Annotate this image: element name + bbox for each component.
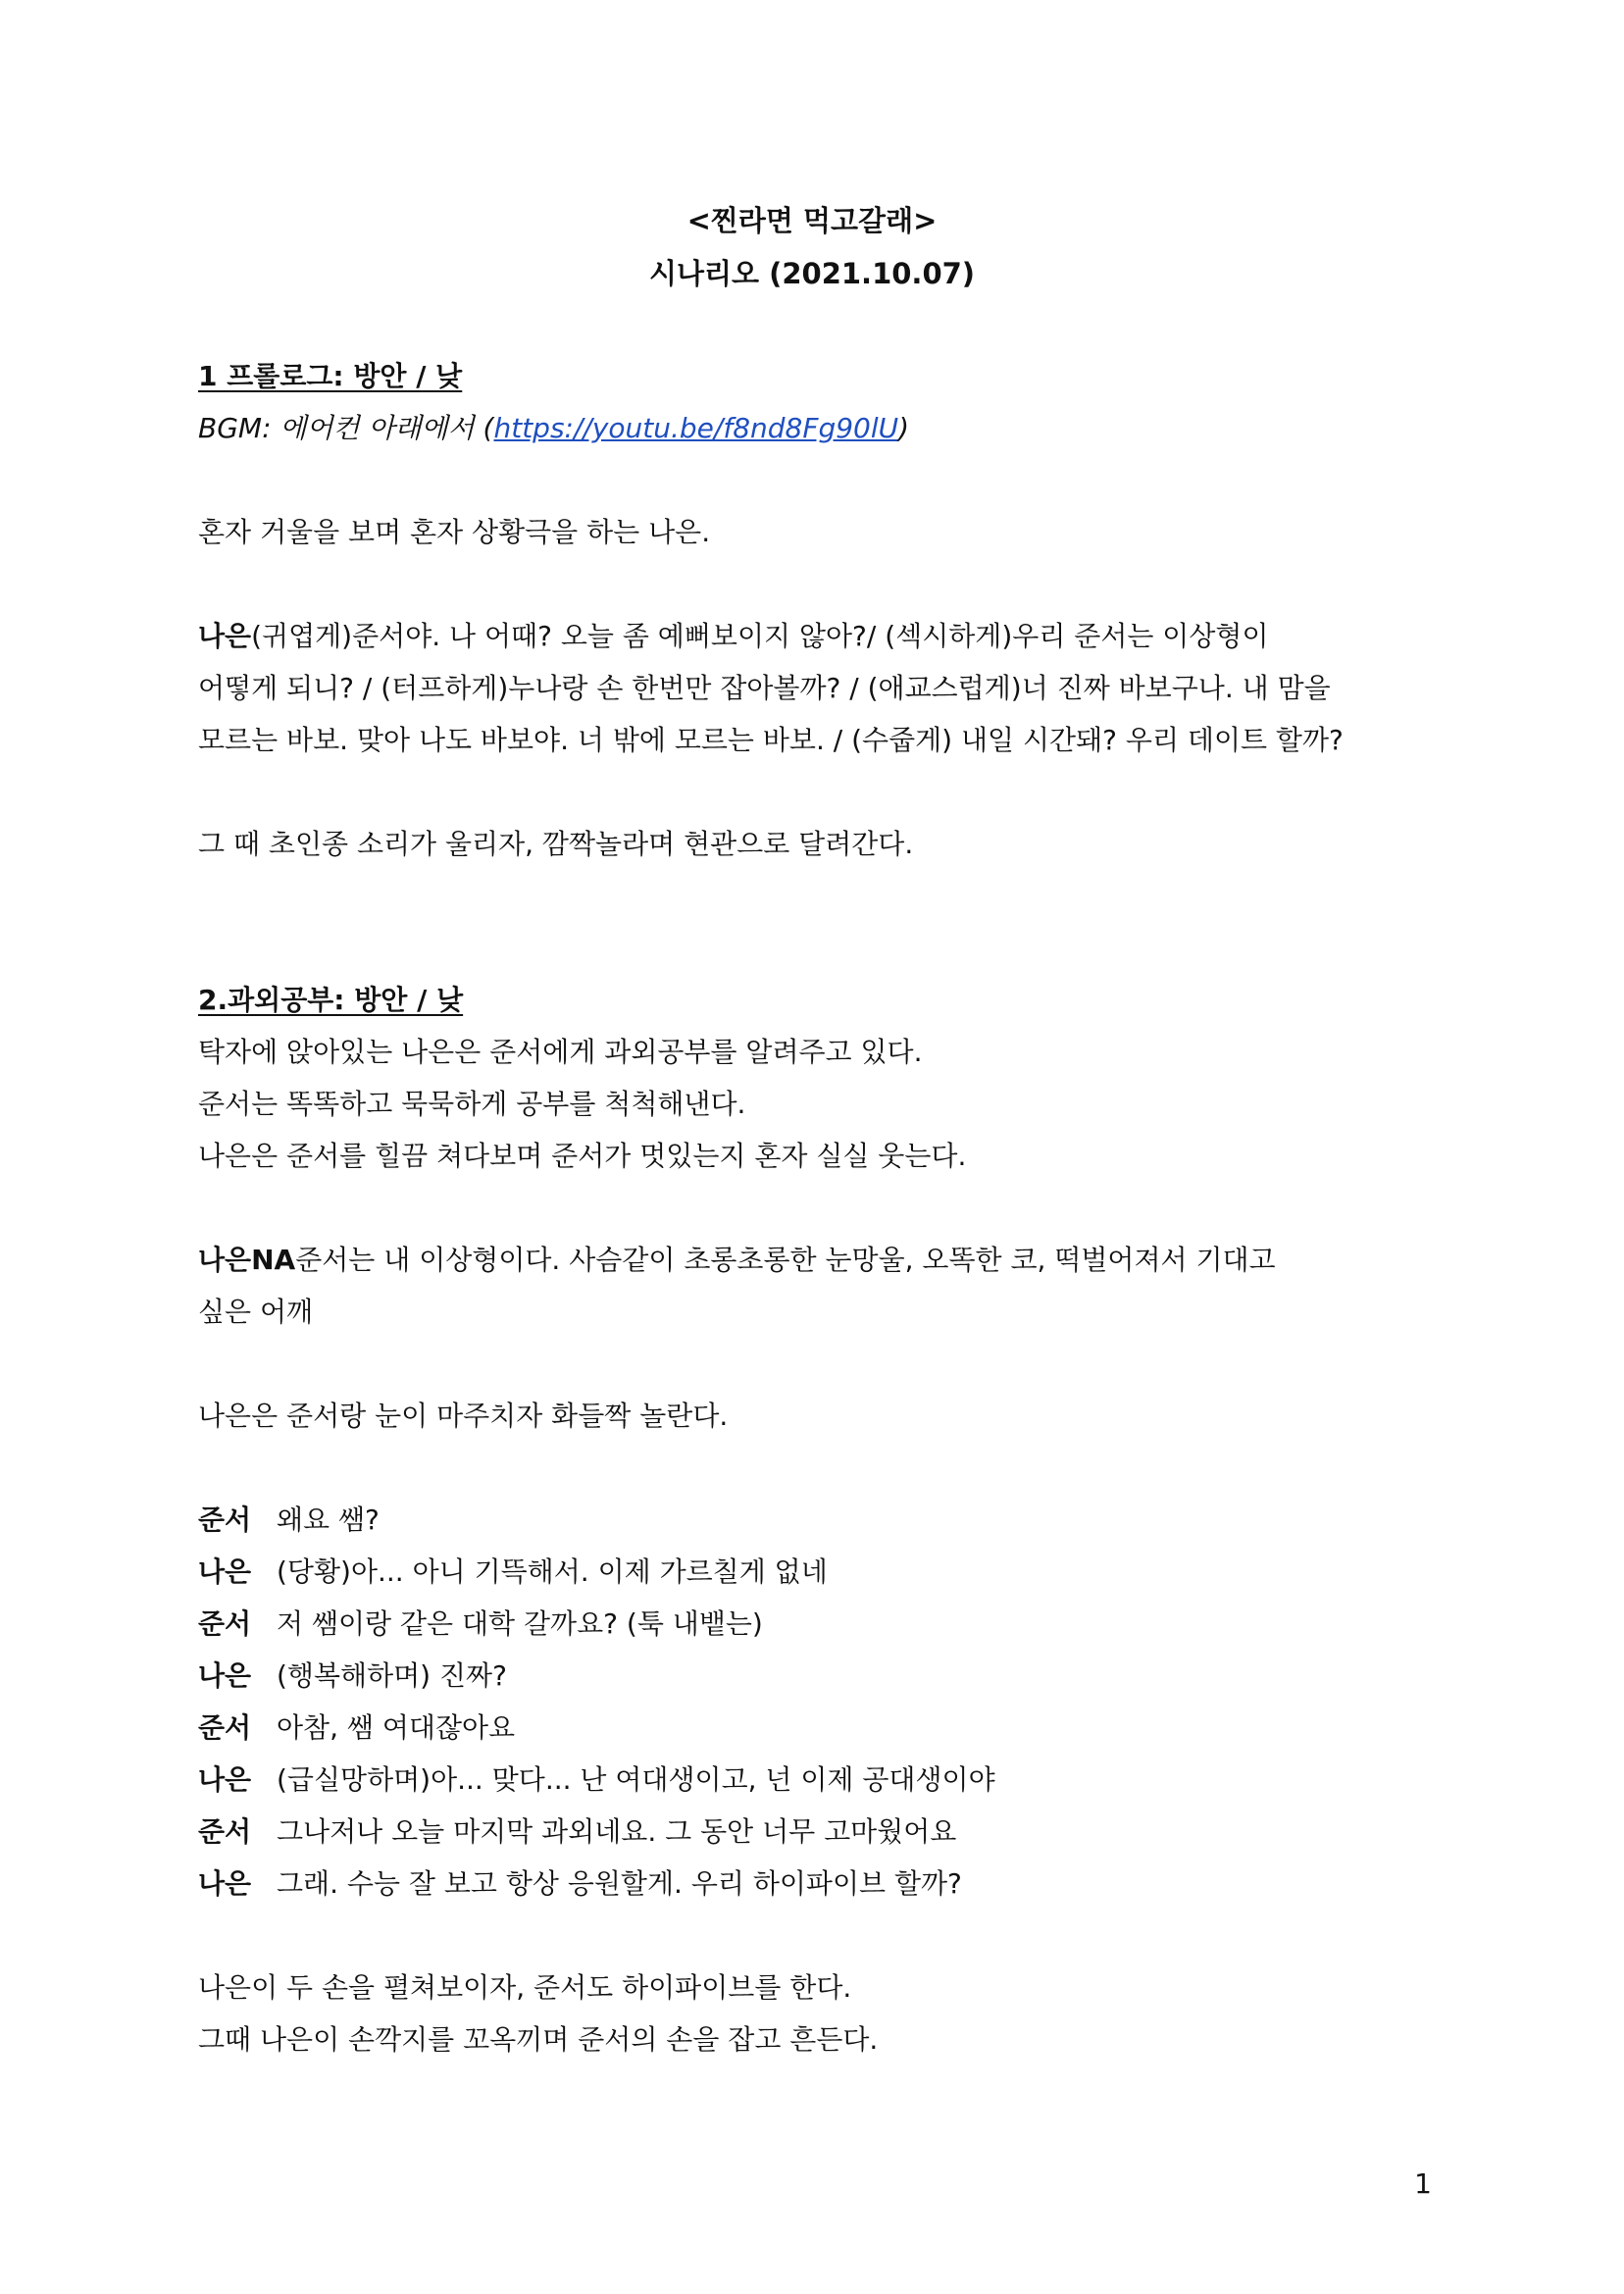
dialogue-speaker: 나은 (198, 1763, 252, 1796)
scene2-action2: 준서는 똑똑하고 묵묵하게 공부를 척척해낸다. (198, 1088, 746, 1120)
dialogue-speaker: 나은 (198, 1659, 252, 1692)
document-title: <찐라면 먹고갈래> (686, 204, 938, 237)
dialogue-text: 그나저나 오늘 마지막 과외네요. 그 동안 너무 고마웠어요 (277, 1815, 957, 1848)
scene2-heading: 2.과외공부: 방안 / 낮 (198, 984, 464, 1016)
scene2-action5: 나은이 두 손을 펼쳐보이자, 준서도 하이파이브를 한다. (198, 1971, 852, 2004)
bgm-link[interactable]: https://youtu.be/f8nd8Fg90lU (493, 412, 899, 444)
document-subtitle: 시나리오 (2021.10.07) (648, 257, 976, 290)
dialogue-text: 저 쌤이랑 같은 대학 갈까요? (툭 내뱉는) (277, 1607, 763, 1640)
scene1-dialog-line3: 모르는 바보. 맞아 나도 바보야. 너 밖에 모르는 바보. / (수줍게) 내일 시간돼? 우리 데이트 할까? (198, 724, 1344, 756)
scene2-na-text1: 준서는 내 이상형이다. 사슴같이 초롱초롱한 눈망울, 오똑한 코, 떡벌어져서 기대고 (295, 1244, 1276, 1276)
dialogue-text: 아참, 쌤 여대잖아요 (277, 1711, 516, 1744)
scene1-dialog-line2: 어떻게 되니? / (터프하게)누나랑 손 한번만 잡아볼까? / (애교스럽게)너 진짜 바보구나. 내 맘을 (198, 672, 1331, 704)
bgm-prefix: BGM: 에어컨 아래에서 ( (198, 412, 494, 444)
dialogue-text: 왜요 쌤? (277, 1504, 380, 1536)
title-block (0, 194, 1624, 300)
dialogue-speaker: 준서 (198, 1815, 252, 1848)
dialogue-speaker: 준서 (198, 1711, 252, 1744)
dialogue-line (198, 1702, 1444, 1754)
dialogue-text: (당황)아... 아니 기뜩해서. 이제 가르칠게 없네 (277, 1555, 828, 1588)
scene2-action4: 나은은 준서랑 눈이 마주치자 화들짝 놀란다. (198, 1400, 729, 1432)
scene1-speaker: 나은 (198, 620, 252, 652)
bgm-line (198, 402, 1444, 454)
scene2-action6: 그때 나은이 손깍지를 꼬옥끼며 준서의 손을 잡고 흔든다. (198, 2023, 879, 2056)
dialogue-text: 그래. 수능 잘 보고 항상 응원할게. 우리 하이파이브 할까? (277, 1867, 962, 1900)
scene1-action1: 혼자 거울을 보며 혼자 상황극을 하는 나은. (198, 516, 711, 548)
scene2-na-line2: 싶은 어깨 (198, 1296, 314, 1328)
scene2-na-speaker: 나은NA (198, 1244, 296, 1276)
scene2-na-line1 (198, 1234, 1444, 1286)
scene2-dialogue (198, 1494, 1444, 1910)
scene1-dialog-line1 (198, 610, 1444, 662)
dialogue-line (198, 1806, 1444, 1858)
dialogue-speaker: 준서 (198, 1607, 252, 1640)
dialogue-speaker: 준서 (198, 1504, 252, 1536)
document-body (198, 350, 1444, 2065)
dialogue-text: (급실망하며)아... 맞다... 난 여대생이고, 넌 이제 공대생이야 (277, 1763, 995, 1796)
scene2-action1: 탁자에 앉아있는 나은은 준서에게 과외공부를 알려주고 있다. (198, 1036, 923, 1068)
dialogue-line (198, 1494, 1444, 1546)
scene1-dialog-text1: (귀엽게)준서야. 나 어때? 오늘 좀 예뻐보이지 않아?/ (섹시하게)우리 준서는 이상형이 (251, 620, 1269, 652)
dialogue-text: (행복해하며) 진짜? (277, 1659, 507, 1692)
dialogue-speaker: 나은 (198, 1867, 252, 1900)
dialogue-line (198, 1858, 1444, 1910)
dialogue-line (198, 1598, 1444, 1650)
scene1-heading: 1 프롤로그: 방안 / 낮 (198, 360, 463, 392)
page-number: 1 (1414, 2167, 1432, 2200)
bgm-suffix: ) (898, 412, 910, 444)
dialogue-line (198, 1650, 1444, 1702)
dialogue-speaker: 나은 (198, 1555, 252, 1588)
dialogue-line (198, 1546, 1444, 1598)
scene1-action2: 그 때 초인종 소리가 울리자, 깜짝놀라며 현관으로 달려간다. (198, 828, 914, 860)
scene2-action3: 나은은 준서를 힐끔 쳐다보며 준서가 멋있는지 혼자 실실 웃는다. (198, 1140, 967, 1172)
dialogue-line (198, 1754, 1444, 1806)
